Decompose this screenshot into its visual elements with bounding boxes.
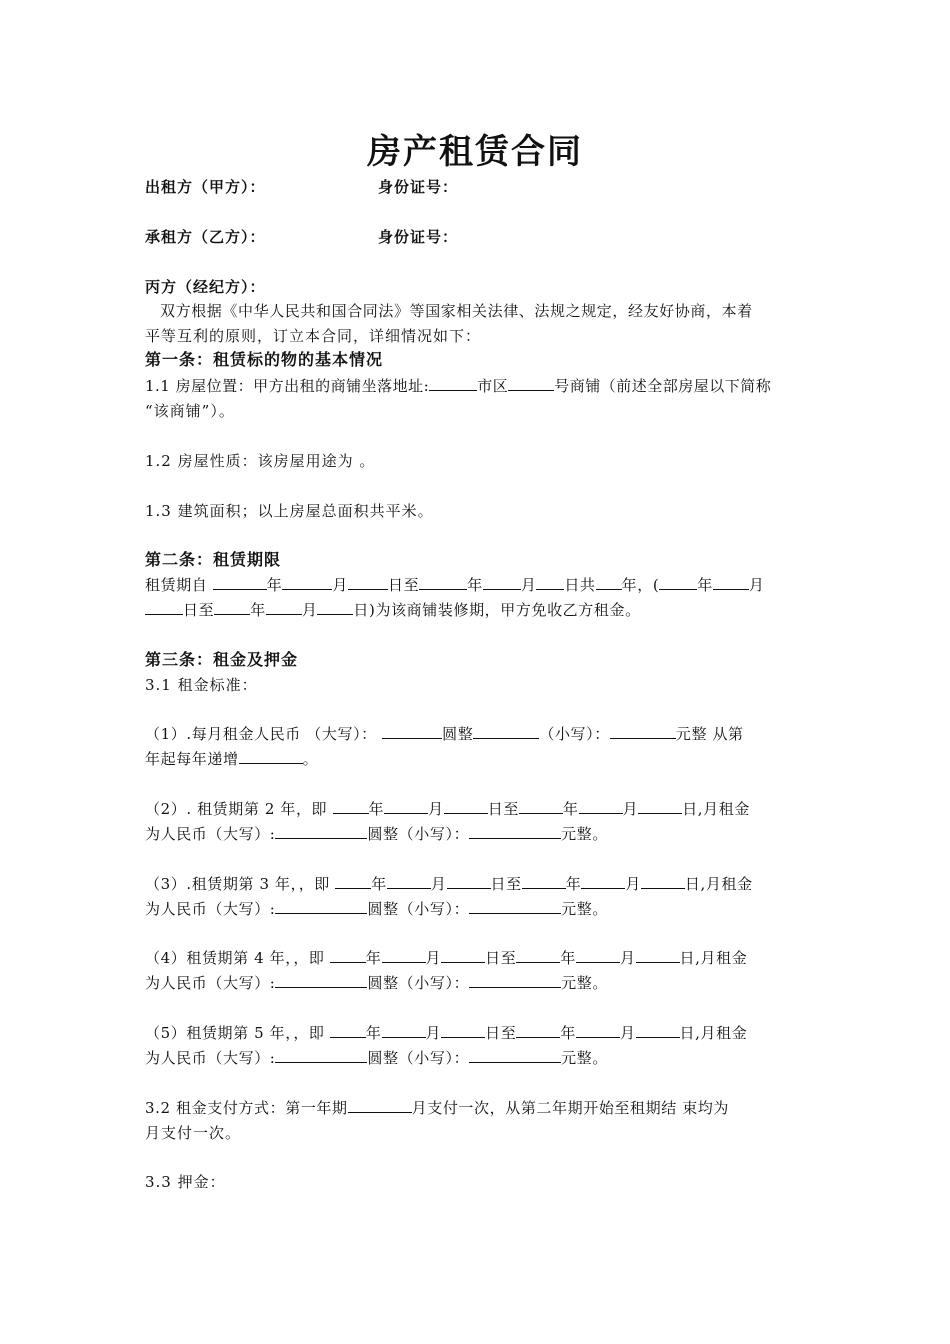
blank-line [576,1023,620,1038]
month-label: 月 [428,800,444,818]
payment-method-text: 月支付一次，从第二年期开始至租期结 束均为 [411,1099,729,1117]
blank-line [581,874,625,889]
year-label: 年 [467,576,483,594]
blank-line [641,874,685,889]
article-3-2-line-2: 月支付一次。 [145,1124,242,1142]
blank-line [516,1023,560,1038]
article-2-line-1 [145,575,765,595]
blank-line [429,376,477,391]
year-label: 年 [250,601,266,619]
rent-uppercase-label: 为人民币（大写）: [145,825,276,843]
blank-line [473,724,539,739]
monthly-rent-label: （1）.每月租金人民币 （大写）： [145,725,377,743]
article-3-1: 3.1 租金标准： [145,676,258,694]
year-5-label: （5）租赁期第 5 年，，即 [145,1024,325,1042]
year-label: 年 [371,875,387,893]
year-label: 年 [365,949,382,967]
year-label: 年 [368,800,385,818]
month-label: 月 [748,576,765,594]
blank-line [275,973,367,988]
rent-item-3-line-1 [145,874,753,894]
monthly-rent-label: 日,月租金 [679,949,748,967]
lessee-id-label: 身份证号： [378,228,459,246]
year-label: 年 [365,1024,382,1042]
blank-line [638,799,682,814]
article-2-heading: 第二条：租赁期限 [145,550,282,569]
blank-line [382,948,426,963]
years-open-label: 年，( [621,576,660,594]
document-title: 房产租赁合同 [367,132,583,172]
rent-item-5-line-1 [145,1023,747,1043]
month-label: 月 [619,1024,636,1042]
month-label: 月 [622,800,639,818]
rent-whole-label: 圆整（小写）： [367,1049,470,1067]
blank-line [348,575,388,590]
rent-item-1-line-2 [145,749,318,769]
rent-whole-label: 圆整（小写）： [367,900,470,918]
article-3-3: 3.3 押金： [145,1173,226,1191]
shop-label: 号商铺（前述全部房屋以下简称 [554,377,772,395]
blank-line [444,799,488,814]
blank-line [469,1048,561,1063]
blank-line [145,600,183,615]
blank-line [419,575,467,590]
blank-line [213,575,267,590]
blank-line [282,575,332,590]
rent-uppercase-label: 为人民币（大写）: [145,974,276,992]
day-to-label: 日至 [490,875,522,893]
blank-line [441,948,485,963]
blank-line [610,724,676,739]
rent-item-4-line-2 [145,973,608,993]
term-tail: 日)为该商铺装修期，甲方免收乙方租金。 [353,601,641,619]
blank-line [275,899,367,914]
day-to-label: 日至 [485,1024,517,1042]
blank-line [330,948,366,963]
blank-line [335,874,371,889]
lessor-label: 出租方（甲方）： [145,178,266,196]
blank-line [382,724,442,739]
rent-item-2-line-1 [145,799,750,819]
blank-line [317,600,353,615]
blank-line [536,575,564,590]
payment-method-label: 3.2 租金支付方式：第一年期 [145,1099,348,1117]
month-label: 月 [619,949,636,967]
blank-line [579,799,623,814]
increase-label: 年起每年递增 [145,750,239,768]
month-label: 月 [301,601,318,619]
monthly-rent-label: 日,月租金 [684,875,753,893]
blank-line [483,575,521,590]
blank-line [275,1048,367,1063]
article-1-3: 1.3 建筑面积；以上房屋总面积共平米。 [145,502,434,520]
year-3-label: （3）.租赁期第 3 年，，即 [145,875,330,893]
yuan-whole-label: 圆整 [442,725,474,743]
blank-line [387,874,431,889]
year-label: 年 [266,576,283,594]
article-1-1-line [145,376,771,396]
blank-line [636,1023,680,1038]
blank-line [636,948,680,963]
rent-whole-label: 圆整（小写）： [367,974,470,992]
blank-line [596,575,622,590]
period-mark: 。 [302,750,319,768]
day-to-label: 日至 [487,800,519,818]
agent-label: 丙方（经纪方）： [145,278,266,296]
rent-item-5-line-2 [145,1048,608,1068]
term-label: 租赁期自 [145,576,208,594]
blank-line [441,1023,485,1038]
rent-item-4-line-1 [145,948,747,968]
blank-line [519,799,563,814]
month-label: 月 [332,576,348,594]
article-2-line-2 [145,600,641,620]
blank-line [214,600,250,615]
rent-uppercase-label: 为人民币（大写）: [145,1049,276,1067]
blank-line [469,824,561,839]
blank-line [659,575,697,590]
day-to-label: 日至 [388,576,420,594]
month-label: 月 [520,576,537,594]
rent-end-label: 元整。 [561,825,608,843]
district-label: 市区 [477,377,509,395]
month-label: 月 [425,1024,442,1042]
day-total-label: 日共 [564,576,596,594]
day-to-label: 日至 [183,601,215,619]
year-label: 年 [697,576,713,594]
blank-line [382,1023,426,1038]
lessee-label: 承租方（乙方）： [145,228,266,246]
day-to-label: 日至 [485,949,517,967]
blank-line [447,874,491,889]
rent-end-label: 元整。 [561,974,608,992]
blank-line [469,899,561,914]
rent-end-label: 元整。 [561,900,608,918]
year-4-label: （4）租赁期第 4 年，，即 [145,949,325,967]
year-label: 年 [565,875,582,893]
intro-line-2: 平等互利的原则，订立本合同，详细情况如下： [145,327,482,345]
month-label: 月 [425,949,442,967]
rent-whole-label: 圆整（小写）： [367,825,470,843]
lowercase-label: （小写）： [539,725,610,743]
rent-end-label: 元整。 [561,1049,608,1067]
article-1-heading: 第一条：租赁标的物的基本情况 [145,350,384,369]
blank-line [576,948,620,963]
article-3-2-line-1 [145,1098,729,1118]
monthly-rent-label: 日,月租金 [679,1024,748,1042]
month-label: 月 [625,875,641,893]
blank-line [516,948,560,963]
intro-line-1: 双方根据《中华人民共和国合同法》等国家相关法律、法规之规定，经友好协商，本着 [160,302,753,320]
blank-line [469,973,561,988]
blank-line [522,874,566,889]
article-1-2: 1.2 房屋性质：该房屋用途为 。 [145,452,376,470]
location-label: 1.1 房屋位置：甲方出租的商铺坐落地址: [145,377,430,395]
blank-line [384,799,428,814]
blank-line [333,799,369,814]
year-label: 年 [560,949,576,967]
article-3-heading: 第三条：租金及押金 [145,650,299,669]
lessor-id-label: 身份证号： [378,178,459,196]
article-1-1-line-2: “该商铺”）。 [145,402,235,420]
blank-line [239,749,303,764]
month-label: 月 [430,875,447,893]
blank-line [330,1023,366,1038]
rent-item-3-line-2 [145,899,608,919]
year-label: 年 [562,800,579,818]
blank-line [266,600,302,615]
year-label: 年 [560,1024,576,1042]
yuan-end-label: 元整 从第 [675,725,744,743]
monthly-rent-label: 日,月租金 [682,800,750,818]
blank-line [348,1098,412,1113]
rent-uppercase-label: 为人民币（大写）: [145,900,276,918]
blank-line [275,824,367,839]
blank-line [508,376,554,391]
rent-item-1-line-1 [145,724,744,744]
blank-line [713,575,749,590]
year-2-label: （2）. 租赁期第 2 年，即 [145,800,328,818]
rent-item-2-line-2 [145,824,608,844]
